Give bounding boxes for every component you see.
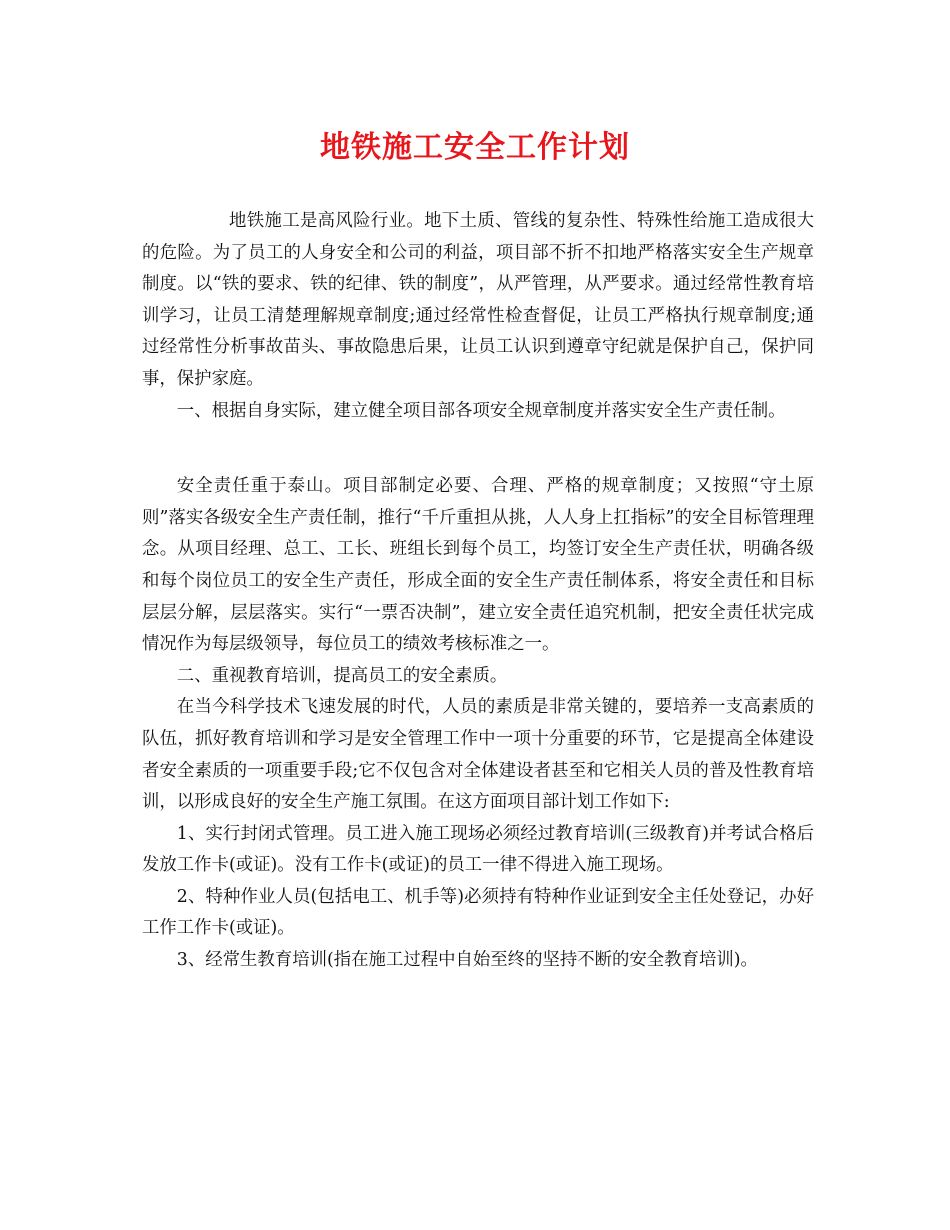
responsibility-paragraph: 安全责任重于泰山。项目部制定必要、合理、严格的规章制度；又按照“守土原则”落实各级安全生产责任制，推行“千斤重担从挑，人人身上扛指标”的安全目标管理理念。从项目经理、总工、工长、班组长到每个员工，均签订安全生产责任状，明确各级和每个岗位员工的安全生产责任，形成全面的安全生产责任制体系，将安全责任和目标层层分解，层层落实。实行“一票否决制”，建立安全责任追究机制，把安全责任状完成情况作为每层级领导，每位员工的绩效考核标准之一。 bbox=[142, 476, 814, 655]
section-heading-2: 二、重视教育培训，提高员工的安全素质。 bbox=[176, 665, 508, 686]
training-paragraph: 在当今科学技术飞速发展的时代，人员的素质是非常关键的，要培养一支高素质的队伍，抓好教育培训和学习是安全管理工作中一项十分重要的环节，它是提高全体建设者安全素质的一项重要手段;它不仅包含对全体建设者甚至和它相关人员的普及性教育培训，以形成良好的安全生产施工氛围。在这方面项目部计划工作如下: bbox=[142, 697, 814, 813]
list-item-3: 3、经常生教育培训(指在施工过程中自始至终的坚持不断的安全教育培训)。 bbox=[176, 950, 758, 971]
section-heading-1: 一、根据自身实际，建立健全项目部各项安全规章制度并落实安全生产责任制。 bbox=[176, 400, 786, 421]
document-title: 地铁施工安全工作计划 bbox=[320, 130, 630, 165]
paragraph-gap bbox=[142, 427, 814, 471]
list-item-2: 2、特种作业人员(包括电工、机手等)必须持有特种作业证到安全主任处登记，办好工作工作卡(或证)。 bbox=[142, 886, 814, 939]
document-body bbox=[142, 206, 814, 977]
intro-paragraph: 地铁施工是高风险行业。地下土质、管线的复杂性、特殊性给施工造成很大的危险。为了员工的人身安全和公司的利益，项目部不折不扣地严格落实安全生产规章制度。以“铁的要求、铁的纪律、铁的制度”，从严管理，从严要求。通过经常性教育培训学习，让员工清楚理解规章制度;通过经常性检查督促，让员工严格执行规章制度;通过经常性分析事故苗头、事故隐患后果，让员工认识到遵章守纪就是保护自己，保护同事，保护家庭。 bbox=[142, 211, 814, 389]
list-item-1: 1、实行封闭式管理。员工进入施工现场必须经过教育培训(三级教育)并考试合格后发放工作卡(或证)。没有工作卡(或证)的员工一律不得进入施工现场。 bbox=[142, 823, 814, 876]
